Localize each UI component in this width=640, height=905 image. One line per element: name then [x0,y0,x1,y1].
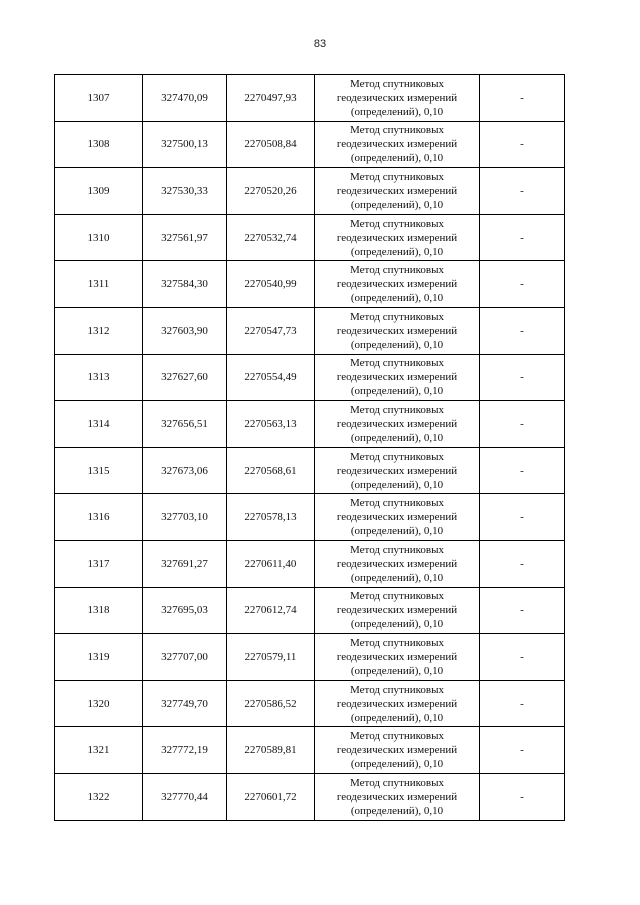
method-line: Метод спутниковых [350,543,444,556]
method-line: Метод спутниковых [350,264,444,277]
method-line: геодезических измерений [336,231,458,244]
method-cell [315,773,480,820]
x-coordinate-cell: 327627,60 [143,354,227,401]
method-line: геодезических измерений [336,604,458,617]
method-line: Метод спутниковых [350,590,444,603]
coordinates-table-body [55,75,565,821]
table-row [55,168,565,215]
description-cell: - [480,261,565,308]
x-coordinate-cell: 327695,03 [143,587,227,634]
point-number-cell: 1321 [55,727,143,774]
method-line: геодезических измерений [336,417,458,430]
point-number-cell: 1310 [55,214,143,261]
table-row [55,540,565,587]
point-number-cell: 1308 [55,121,143,168]
method-line: Метод спутниковых [350,77,444,90]
method-cell [315,680,480,727]
description-cell: - [480,773,565,820]
point-number-cell: 1317 [55,540,143,587]
table-row [55,214,565,261]
table-row [55,261,565,308]
table-row [55,773,565,820]
method-line: геодезических измерений [336,138,458,151]
page-number: 83 [313,38,327,50]
point-number-cell: 1309 [55,168,143,215]
y-coordinate-cell: 2270579,11 [227,634,315,681]
x-coordinate-cell: 327584,30 [143,261,227,308]
coordinates-table [54,74,565,821]
method-line: геодезических измерений [336,371,458,384]
x-coordinate-cell: 327673,06 [143,447,227,494]
x-coordinate-cell: 327749,70 [143,680,227,727]
point-number-cell: 1313 [55,354,143,401]
method-cell [315,401,480,448]
point-number-cell: 1315 [55,447,143,494]
table-row [55,587,565,634]
method-line: Метод спутниковых [350,497,444,510]
method-line: (определений), 0,10 [350,152,444,165]
y-coordinate-cell: 2270508,84 [227,121,315,168]
point-number-cell: 1319 [55,634,143,681]
method-line: Метод спутниковых [350,403,444,416]
y-coordinate-cell: 2270578,13 [227,494,315,541]
method-line: Метод спутниковых [350,170,444,183]
method-line: (определений), 0,10 [350,431,444,444]
method-line: Метод спутниковых [350,124,444,137]
table-row [55,401,565,448]
x-coordinate-cell: 327703,10 [143,494,227,541]
method-line: (определений), 0,10 [350,292,444,305]
method-line: (определений), 0,10 [350,105,444,118]
point-number-cell: 1316 [55,494,143,541]
description-cell: - [480,727,565,774]
method-cell [315,121,480,168]
method-line: Метод спутниковых [350,310,444,323]
method-line: (определений), 0,10 [350,385,444,398]
point-number-cell: 1314 [55,401,143,448]
description-cell: - [480,494,565,541]
method-cell [315,447,480,494]
method-line: Метод спутниковых [350,730,444,743]
table-row [55,354,565,401]
x-coordinate-cell: 327500,13 [143,121,227,168]
y-coordinate-cell: 2270611,40 [227,540,315,587]
method-line: Метод спутниковых [350,683,444,696]
description-cell: - [480,354,565,401]
y-coordinate-cell: 2270532,74 [227,214,315,261]
method-line: геодезических измерений [336,464,458,477]
description-cell: - [480,540,565,587]
description-cell: - [480,214,565,261]
method-line: (определений), 0,10 [350,245,444,258]
description-cell: - [480,447,565,494]
method-line: геодезических измерений [336,91,458,104]
y-coordinate-cell: 2270520,26 [227,168,315,215]
x-coordinate-cell: 327707,00 [143,634,227,681]
method-line: Метод спутниковых [350,776,444,789]
method-line: геодезических измерений [336,790,458,803]
method-line: (определений), 0,10 [350,478,444,491]
description-cell: - [480,168,565,215]
x-coordinate-cell: 327561,97 [143,214,227,261]
y-coordinate-cell: 2270586,52 [227,680,315,727]
method-line: (определений), 0,10 [350,804,444,817]
description-cell: - [480,401,565,448]
method-line: Метод спутниковых [350,217,444,230]
method-line: геодезических измерений [336,744,458,757]
y-coordinate-cell: 2270568,61 [227,447,315,494]
method-line: геодезических измерений [336,184,458,197]
x-coordinate-cell: 327470,09 [143,75,227,122]
table-row [55,447,565,494]
method-cell [315,494,480,541]
point-number-cell: 1311 [55,261,143,308]
method-line: геодезических измерений [336,697,458,710]
y-coordinate-cell: 2270601,72 [227,773,315,820]
x-coordinate-cell: 327656,51 [143,401,227,448]
method-cell [315,354,480,401]
method-cell [315,261,480,308]
method-line: геодезических измерений [336,278,458,291]
table-row [55,680,565,727]
point-number-cell: 1320 [55,680,143,727]
table-row [55,727,565,774]
table-row [55,121,565,168]
point-number-cell: 1312 [55,307,143,354]
method-line: (определений), 0,10 [350,711,444,724]
y-coordinate-cell: 2270612,74 [227,587,315,634]
y-coordinate-cell: 2270540,99 [227,261,315,308]
x-coordinate-cell: 327691,27 [143,540,227,587]
table-row [55,494,565,541]
description-cell: - [480,121,565,168]
method-cell [315,168,480,215]
description-cell: - [480,680,565,727]
method-line: (определений), 0,10 [350,571,444,584]
x-coordinate-cell: 327603,90 [143,307,227,354]
description-cell: - [480,75,565,122]
method-cell [315,587,480,634]
method-line: (определений), 0,10 [350,618,444,631]
method-line: (определений), 0,10 [350,198,444,211]
method-line: Метод спутниковых [350,636,444,649]
method-cell [315,75,480,122]
method-cell [315,214,480,261]
y-coordinate-cell: 2270554,49 [227,354,315,401]
method-line: (определений), 0,10 [350,338,444,351]
table-row [55,634,565,681]
description-cell: - [480,587,565,634]
table-row [55,75,565,122]
description-cell: - [480,307,565,354]
method-line: Метод спутниковых [350,357,444,370]
x-coordinate-cell: 327530,33 [143,168,227,215]
point-number-cell: 1318 [55,587,143,634]
point-number-cell: 1322 [55,773,143,820]
method-cell [315,540,480,587]
x-coordinate-cell: 327770,44 [143,773,227,820]
table-row [55,307,565,354]
x-coordinate-cell: 327772,19 [143,727,227,774]
point-number-cell: 1307 [55,75,143,122]
method-line: геодезических измерений [336,650,458,663]
method-line: (определений), 0,10 [350,525,444,538]
method-cell [315,307,480,354]
y-coordinate-cell: 2270497,93 [227,75,315,122]
method-cell [315,634,480,681]
method-line: геодезических измерений [336,511,458,524]
method-cell [315,727,480,774]
method-line: геодезических измерений [336,324,458,337]
description-cell: - [480,634,565,681]
y-coordinate-cell: 2270547,73 [227,307,315,354]
y-coordinate-cell: 2270563,13 [227,401,315,448]
method-line: Метод спутниковых [350,450,444,463]
y-coordinate-cell: 2270589,81 [227,727,315,774]
method-line: (определений), 0,10 [350,664,444,677]
method-line: (определений), 0,10 [350,758,444,771]
method-line: геодезических измерений [336,557,458,570]
